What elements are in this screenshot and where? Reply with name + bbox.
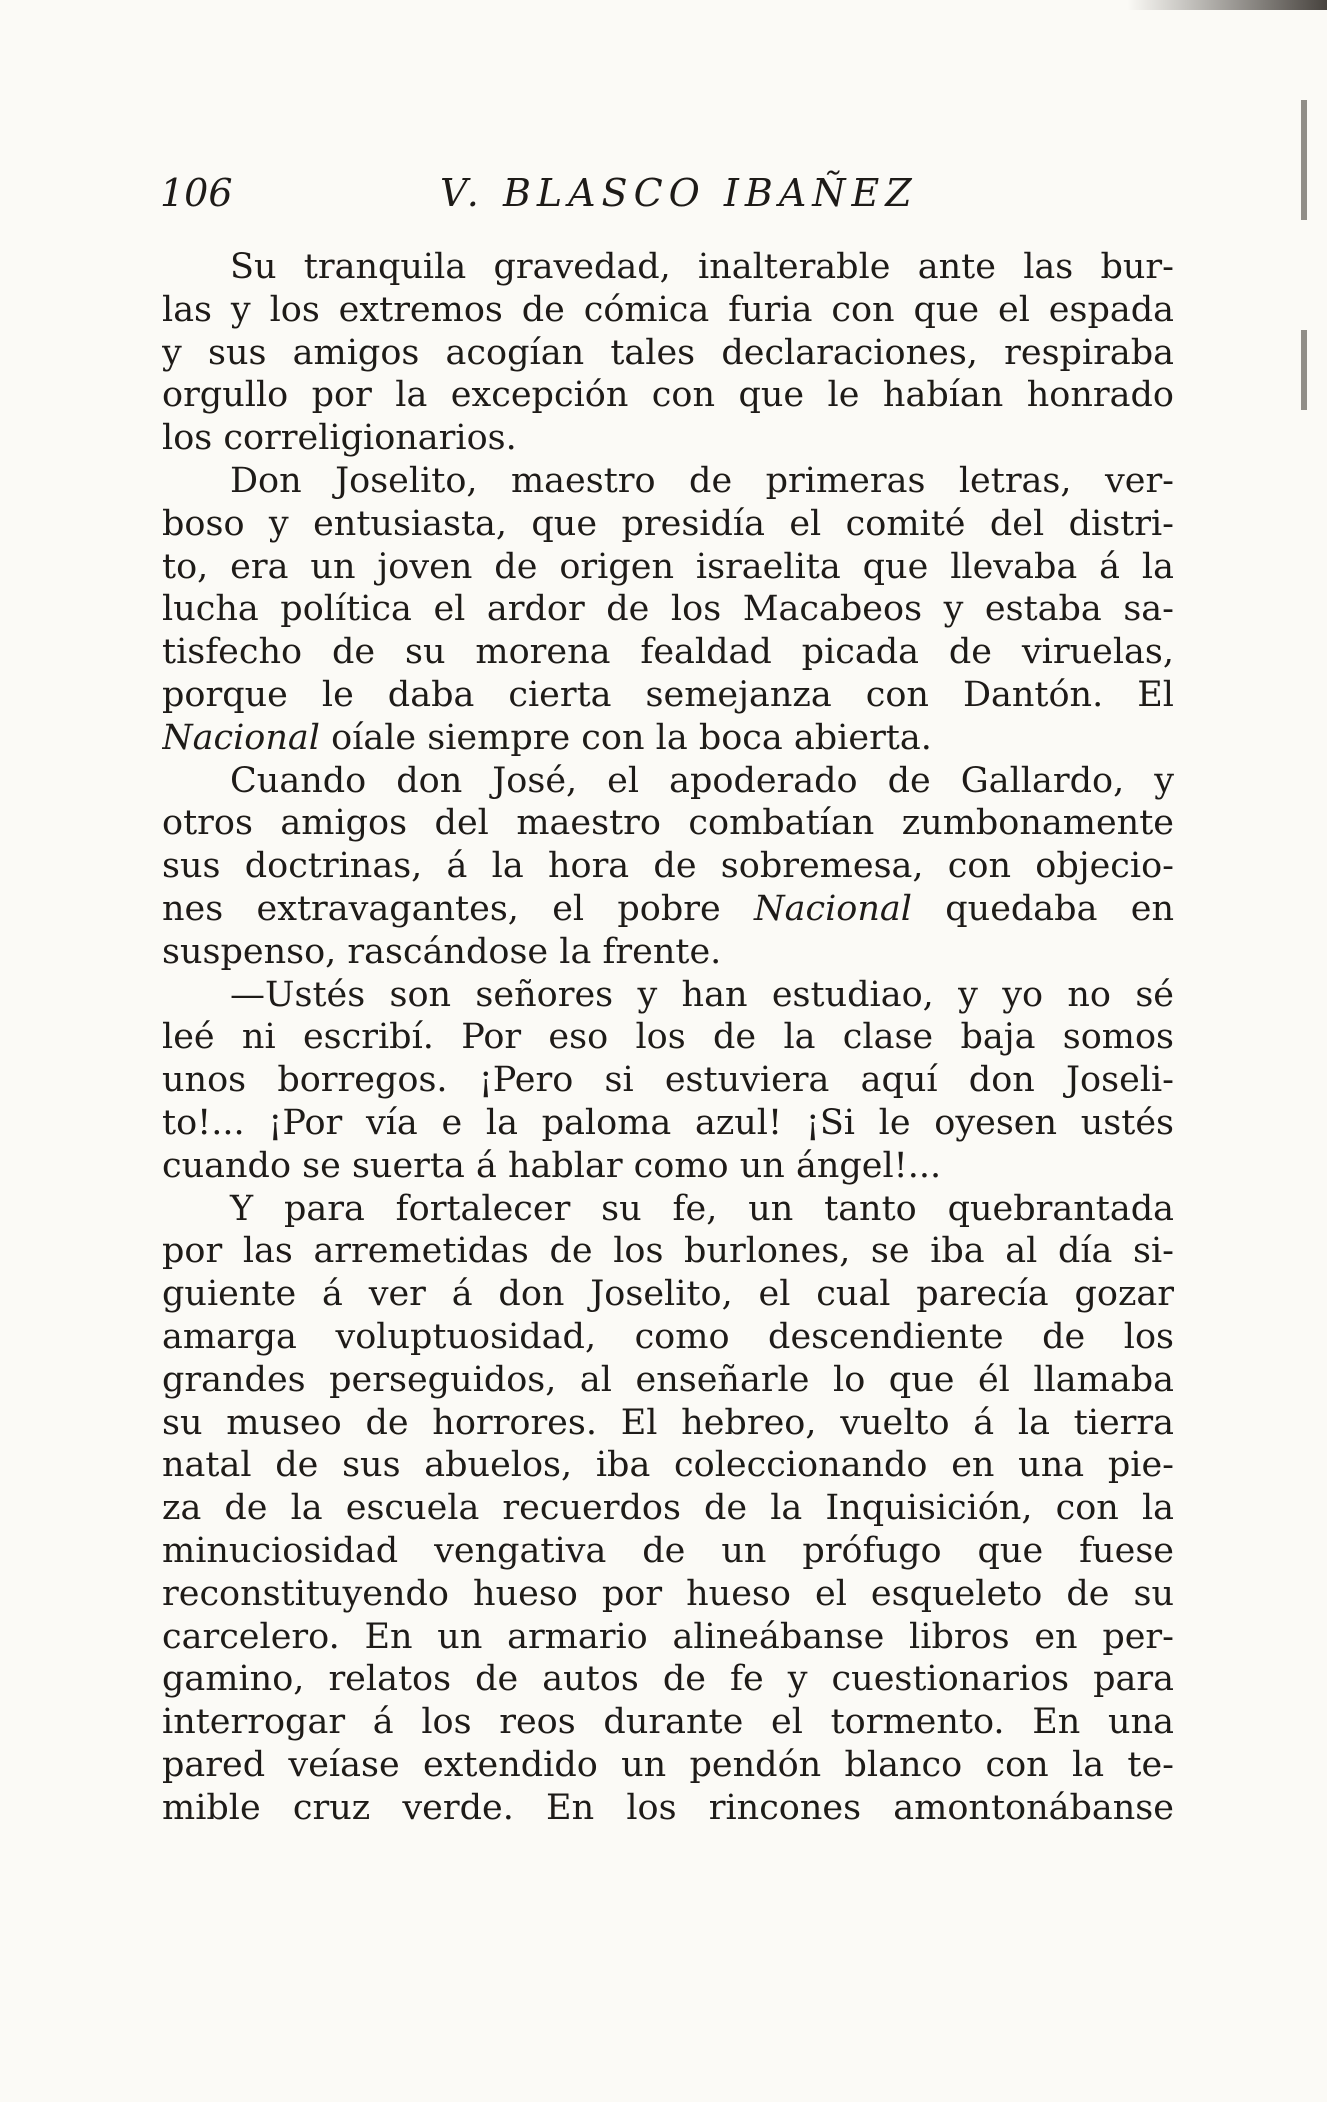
page-edge-mark	[1301, 330, 1307, 410]
text-line: otros amigos del maestro combatían zumbonamente	[162, 803, 1174, 844]
running-title: V. BLASCO IBAÑEZ	[440, 171, 918, 215]
text-line: pared veíase extendido un pendón blanco con la te-	[162, 1744, 1174, 1785]
text-line: boso y entusiasta, que presidía el comité del distri-	[162, 503, 1174, 544]
page-number: 106	[160, 171, 233, 215]
text-line: carcelero. En un armario alineábanse libros en per-	[162, 1616, 1174, 1657]
text-line: cuando se suerta á hablar como un ángel!...	[162, 1145, 942, 1186]
text-line: orgullo por la excepción con que le habían honrado	[162, 375, 1174, 416]
text-line: minuciosidad vengativa de un prófugo que fuese	[162, 1530, 1174, 1571]
text-line: las y los extremos de cómica furia con que el espada	[162, 289, 1174, 330]
text-line: interrogar á los reos durante el tormento. En una	[162, 1702, 1174, 1743]
text-run: quedaba en	[911, 888, 1174, 929]
text-line: amarga voluptuosidad, como descendiente de los	[162, 1316, 1174, 1357]
text-line: guiente á ver á don Joselito, el cual parecía gozar	[162, 1274, 1174, 1315]
text-line: tisfecho de su morena fealdad picada de viruelas,	[162, 632, 1174, 673]
page-edge-shadow	[1127, 0, 1327, 10]
text-line: gamino, relatos de autos de fe y cuestionarios para	[162, 1659, 1174, 1700]
text-line: los correligionarios.	[162, 418, 517, 459]
text-run: nes extravagantes, el pobre	[162, 888, 754, 929]
text-line	[162, 888, 1174, 931]
body-text	[162, 246, 1174, 1829]
text-line: grandes perseguidos, al enseñarle lo que él llamaba	[162, 1359, 1174, 1400]
text-line	[162, 717, 1174, 760]
text-line: sus doctrinas, á la hora de sobremesa, con objecio-	[162, 846, 1174, 887]
text-line: suspenso, rascándose la frente.	[162, 931, 722, 972]
text-line: natal de sus abuelos, iba coleccionando en una pie-	[162, 1445, 1174, 1486]
text-line: mible cruz verde. En los rincones amontonábanse	[162, 1787, 1174, 1828]
text-run: oíale siempre con la boca abierta.	[319, 717, 932, 758]
text-line: por las arremetidas de los burlones, se iba al día si-	[162, 1231, 1174, 1272]
text-line: Cuando don José, el apoderado de Gallardo, y	[230, 760, 1174, 801]
text-line: reconstituyendo hueso por hueso el esqueleto de su	[162, 1573, 1174, 1614]
text-line: —Ustés son señores y han estudiao, y yo no sé	[230, 974, 1174, 1015]
text-line: lucha política el ardor de los Macabeos y estaba sa-	[162, 589, 1174, 630]
text-line: Y para fortalecer su fe, un tanto quebrantada	[230, 1188, 1174, 1229]
text-line: za de la escuela recuerdos de la Inquisición, con la	[162, 1488, 1174, 1529]
text-line: leé ni escribí. Por eso los de la clase baja somos	[162, 1017, 1174, 1058]
italic-term: Nacional	[162, 717, 320, 758]
text-line: porque le daba cierta semejanza con Dantón. El	[162, 674, 1174, 715]
text-line: Don Joselito, maestro de primeras letras, ver-	[230, 460, 1174, 501]
text-line: su museo de horrores. El hebreo, vuelto á la tierra	[162, 1402, 1174, 1443]
text-line: Su tranquila gravedad, inalterable ante las bur-	[230, 247, 1174, 287]
text-line: unos borregos. ¡Pero si estuviera aquí don Joseli-	[162, 1060, 1174, 1101]
running-header	[160, 168, 1180, 218]
italic-term: Nacional	[754, 888, 912, 929]
text-line: to, era un joven de origen israelita que llevaba á la	[162, 546, 1174, 587]
text-line: y sus amigos acogían tales declaraciones, respiraba	[162, 332, 1174, 373]
text-line: to!... ¡Por vía e la paloma azul! ¡Si le oyesen ustés	[162, 1102, 1174, 1143]
page-edge-mark	[1301, 100, 1307, 220]
